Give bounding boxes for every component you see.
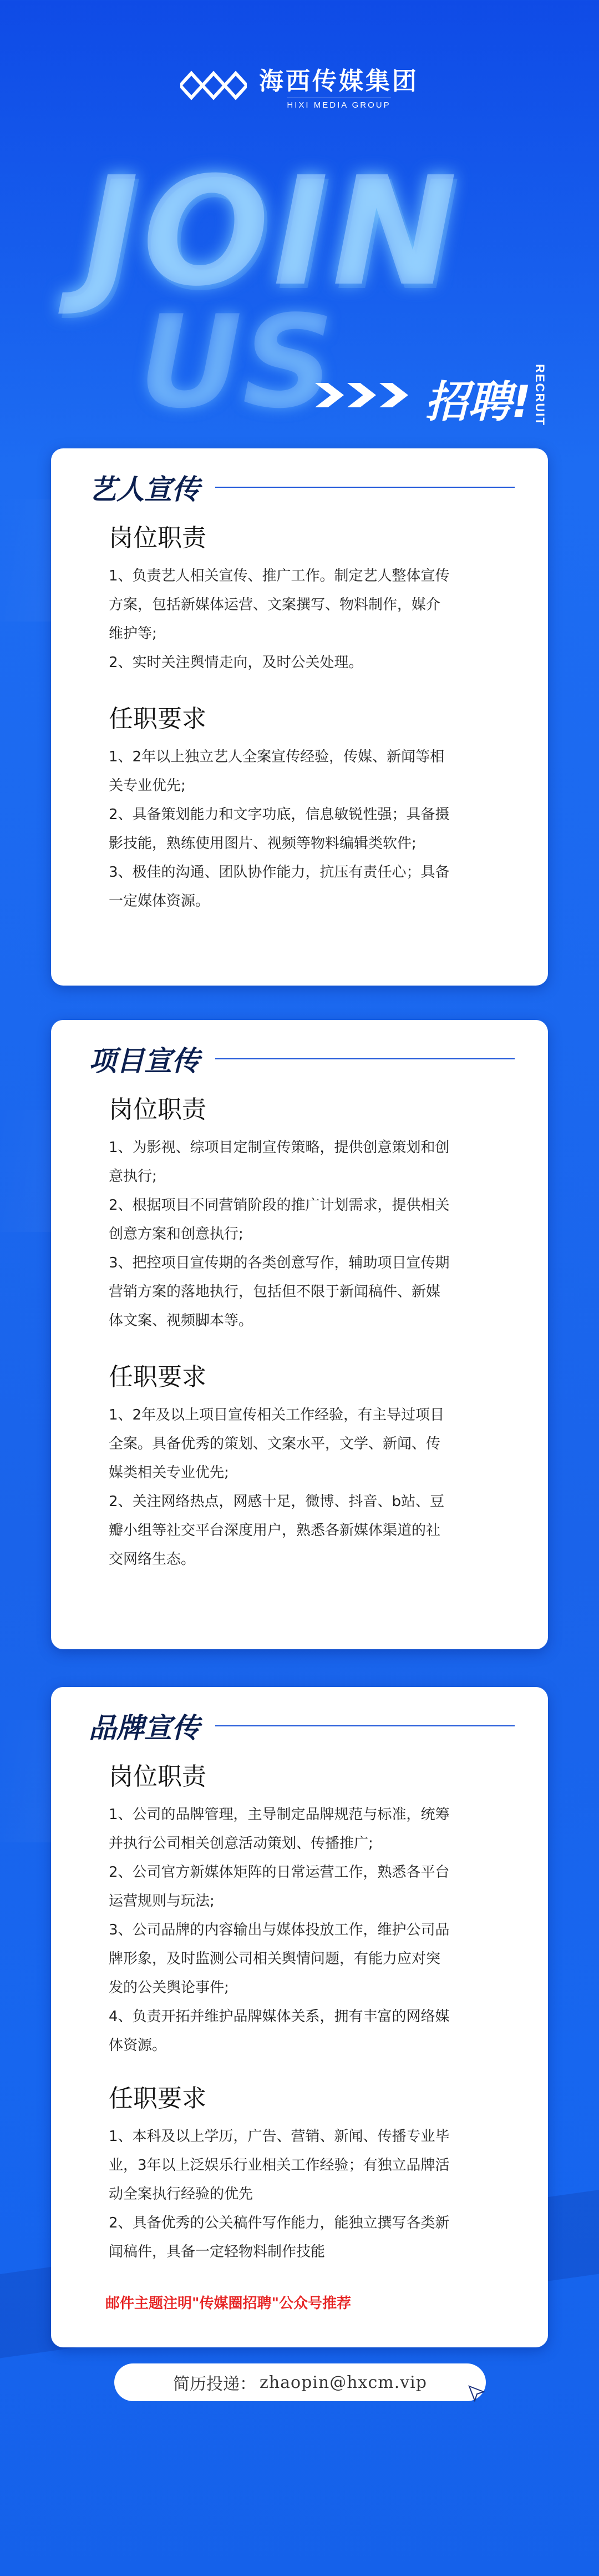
logo-mark-icon [180, 70, 247, 101]
title-divider [215, 1058, 515, 1059]
title-divider [215, 1725, 515, 1726]
list-item: 方案，包括新媒体运营、文案撰写、物料制作，媒介 [109, 597, 441, 613]
list-item: 体文案、视频脚本等。 [109, 1312, 253, 1329]
logo [0, 61, 599, 110]
recruit-label: RECRUIT [533, 364, 547, 426]
list-item: 2、实时关注舆情走向，及时公关处理。 [109, 654, 363, 671]
hero-us-text: US [139, 289, 334, 437]
list-item: 体资源。 [109, 2037, 167, 2054]
hire-title: 招聘! [425, 377, 531, 427]
card-title: 艺人宣传 [89, 473, 200, 506]
list-item: 意执行; [109, 1168, 157, 1185]
list-item: 发的公关舆论事件; [109, 1979, 229, 1996]
list-item: 影技能，熟练使用图片、视频等物料编辑类软件; [109, 835, 417, 852]
list-item: 2、关注网络热点，网感十足，微博、抖音、b站、豆 [109, 1493, 445, 1510]
list-item: 并执行公司相关创意活动策划、传播推广; [109, 1835, 373, 1852]
card-title: 品牌宣传 [89, 1712, 200, 1744]
list-item: 交网络生态。 [109, 1551, 196, 1568]
list-item: 2、具备优秀的公关稿件写作能力，能独立撰写各类新 [109, 2215, 450, 2231]
section-heading-requirements: 任职要求 [109, 2084, 206, 2113]
list-item: 运营规则与玩法; [109, 1893, 215, 1910]
list-item: 1、2年及以上项目宣传相关工作经验，有主导过项目 [109, 1407, 445, 1423]
job-card-artist-promotion [51, 448, 548, 986]
list-item: 1、为影视、综项目定制宣传策略，提供创意策划和创 [109, 1139, 450, 1156]
list-item: 一定媒体资源。 [109, 893, 210, 910]
card-title: 项目宣传 [89, 1045, 200, 1077]
list-item: 1、负责艺人相关宣传、推广工作。制定艺人整体宣传 [109, 568, 450, 584]
list-item: 2、根据项目不同营销阶段的推广计划需求，提供相关 [109, 1197, 450, 1214]
logo-english-name: HIXI MEDIA GROUP [287, 98, 390, 110]
list-item: 动全案执行经验的优先 [109, 2186, 253, 2203]
resume-label: 简历投递： [173, 2375, 257, 2394]
list-item: 4、负责开拓并维护品牌媒体关系，拥有丰富的网络媒 [109, 2008, 450, 2025]
list-item: 2、具备策划能力和文字功底，信息敏锐性强；具备摄 [109, 806, 450, 823]
hero-join-text: JOIN [83, 144, 461, 319]
email-subject-note: 邮件主题注明"传媒圈招聘"公众号推荐 [105, 2295, 352, 2312]
section-heading-duties: 岗位职责 [109, 1095, 206, 1124]
hero-banner [0, 144, 599, 437]
list-item: 瓣小组等社交平台深度用户，熟悉各新媒体渠道的社 [109, 1522, 441, 1539]
section-heading-requirements: 任职要求 [109, 705, 206, 733]
list-item: 创意方案和创意执行; [109, 1226, 243, 1242]
chevrons-icon [315, 383, 408, 407]
list-item: 闻稿件，具备一定轻物料制作技能 [109, 2244, 326, 2260]
list-item: 3、把控项目宣传期的各类创意写作，辅助项目宣传期 [109, 1255, 450, 1271]
list-item: 业，3年以上泛娱乐行业相关工作经验；有独立品牌活 [109, 2157, 450, 2174]
section-heading-duties: 岗位职责 [109, 524, 206, 552]
list-item: 营销方案的落地执行，包括但不限于新闻稿件、新媒 [109, 1284, 441, 1300]
list-item: 3、极佳的沟通、团队协作能力，抗压有责任心；具备 [109, 864, 450, 881]
list-item: 媒类相关专业优先; [109, 1464, 229, 1481]
job-card-project-promotion [51, 1020, 548, 1649]
section-heading-duties: 岗位职责 [109, 1762, 206, 1791]
resume-submission-bar[interactable] [114, 2363, 486, 2401]
job-card-brand-promotion [51, 1687, 548, 2347]
list-item: 1、2年以上独立艺人全案宣传经验，传媒、新闻等相 [109, 749, 445, 765]
title-divider [215, 487, 515, 488]
list-item: 2、公司官方新媒体矩阵的日常运营工作，熟悉各平台 [109, 1864, 450, 1881]
resume-email-link[interactable]: zhaopin@hxcm.vip [260, 2372, 427, 2392]
list-item: 1、本科及以上学历，广告、营销、新闻、传播专业毕 [109, 2128, 450, 2145]
list-item: 牌形象，及时监测公司相关舆情问题，有能力应对突 [109, 1951, 441, 1967]
list-item: 维护等; [109, 625, 157, 642]
list-item: 1、公司的品牌管理，主导制定品牌规范与标准，统筹 [109, 1806, 450, 1823]
list-item: 全案。具备优秀的策划、文案水平，文学、新闻、传 [109, 1436, 441, 1452]
logo-chinese-name: 海西传媒集团 [259, 67, 419, 95]
pointer-arrow-icon [467, 2384, 486, 2403]
list-item: 关专业优先; [109, 777, 186, 794]
section-heading-requirements: 任职要求 [109, 1363, 206, 1391]
list-item: 3、公司品牌的内容输出与媒体投放工作，维护公司品 [109, 1922, 450, 1938]
